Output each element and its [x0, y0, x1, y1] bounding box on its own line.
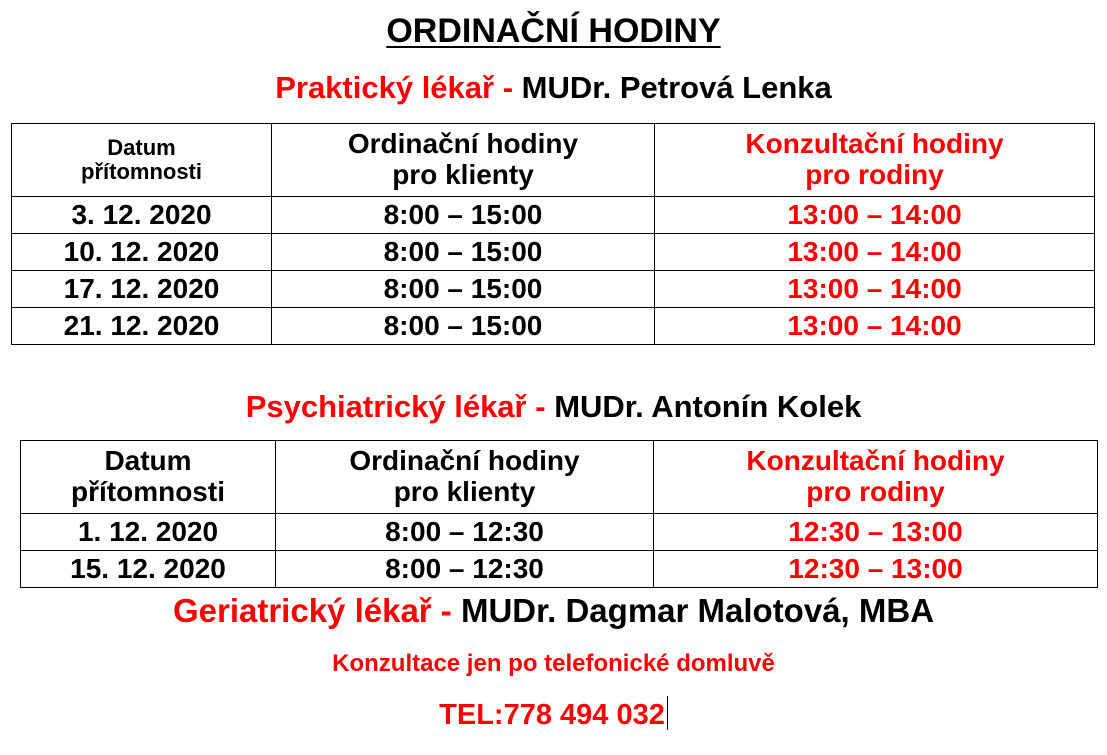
row-family-hours: 13:00 – 14:00 — [655, 308, 1095, 345]
header-date: Datum přítomnosti — [21, 441, 276, 514]
row-family-hours: 13:00 – 14:00 — [655, 197, 1095, 234]
row-date: 17. 12. 2020 — [12, 271, 272, 308]
heading-separator: - — [494, 70, 522, 105]
row-client-hours: 8:00 – 12:30 — [276, 551, 654, 588]
doctor-role: Praktický lékař — [275, 70, 495, 105]
table-row — [21, 551, 1098, 588]
row-date: 15. 12. 2020 — [21, 551, 276, 588]
consultation-note: Konzultace jen po telefonické domluvě — [332, 650, 775, 677]
row-client-hours: 8:00 – 15:00 — [272, 271, 655, 308]
table-row — [12, 197, 1095, 234]
doctor-heading-practical — [0, 70, 1107, 106]
telephone-number: TEL:778 494 032 — [439, 699, 665, 731]
heading-separator: - — [431, 592, 461, 629]
doctor-heading-psychiatric — [0, 389, 1107, 425]
row-date: 1. 12. 2020 — [21, 514, 276, 551]
doctor-role: Psychiatrický lékař — [245, 389, 527, 424]
doctor-name: MUDr. Dagmar Malotová, MBA — [460, 592, 935, 629]
table-row — [21, 514, 1098, 551]
header-family-hours: Konzultační hodiny pro rodiny — [654, 441, 1098, 514]
row-client-hours: 8:00 – 15:00 — [272, 308, 655, 345]
table-row — [12, 271, 1095, 308]
practical-hours-table — [11, 123, 1095, 345]
table-row — [12, 308, 1095, 345]
doctor-name: MUDr. Petrová Lenka — [521, 70, 832, 105]
row-date: 3. 12. 2020 — [12, 197, 272, 234]
heading-separator: - — [526, 389, 555, 424]
row-date: 10. 12. 2020 — [12, 234, 272, 271]
header-family-hours: Konzultační hodiny pro rodiny — [655, 124, 1095, 197]
doctor-name: MUDr. Antonín Kolek — [554, 389, 862, 424]
page-title: ORDINAČNÍ HODINY — [386, 12, 721, 50]
header-client-hours: Ordinační hodiny pro klienty — [272, 124, 655, 197]
row-family-hours: 13:00 – 14:00 — [655, 271, 1095, 308]
row-client-hours: 8:00 – 15:00 — [272, 234, 655, 271]
text-cursor — [667, 696, 668, 730]
row-family-hours: 12:30 – 13:00 — [654, 514, 1098, 551]
telephone-line — [0, 696, 1107, 732]
doctor-role: Geriatrický lékař — [172, 592, 432, 629]
doctor-heading-geriatric — [0, 592, 1107, 630]
table-header-row — [21, 441, 1098, 514]
psychiatric-hours-table — [20, 440, 1098, 588]
table-row — [12, 234, 1095, 271]
header-client-hours: Ordinační hodiny pro klienty — [276, 441, 654, 514]
table-header-row — [12, 124, 1095, 197]
header-date: Datum přítomnosti — [12, 124, 272, 197]
row-family-hours: 12:30 – 13:00 — [654, 551, 1098, 588]
row-family-hours: 13:00 – 14:00 — [655, 234, 1095, 271]
row-date: 21. 12. 2020 — [12, 308, 272, 345]
row-client-hours: 8:00 – 15:00 — [272, 197, 655, 234]
row-client-hours: 8:00 – 12:30 — [276, 514, 654, 551]
